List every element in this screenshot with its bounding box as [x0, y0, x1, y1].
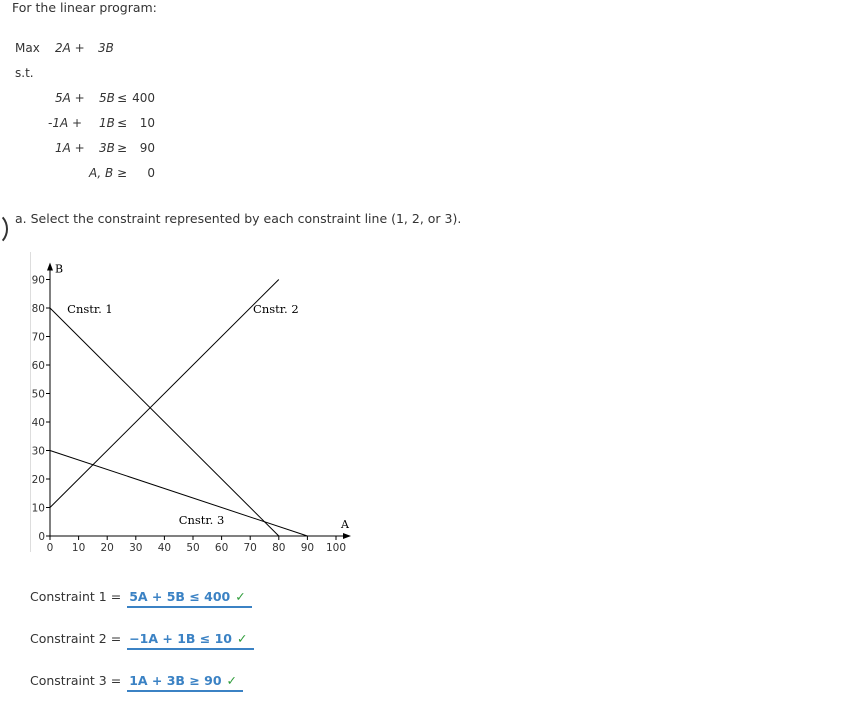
line-annotation: Cnstr. 1: [67, 302, 113, 316]
answer-label: Constraint 3 =: [30, 673, 122, 688]
answer-value: 5A + 5B ≤ 400: [129, 589, 231, 604]
x-tick-label: 20: [100, 542, 114, 554]
answer-value: 1A + 3B ≥ 90: [129, 673, 222, 688]
constraint-chart: [18, 252, 358, 557]
bracket-mark: [0, 212, 8, 246]
y-tick-label: 40: [31, 417, 45, 429]
constraint-rhs: 400: [132, 91, 155, 105]
answer-row-3: [30, 673, 243, 692]
question-text: a. Select the constraint represented by each constraint line (1, 2, or 3).: [15, 211, 462, 226]
answer-select-1[interactable]: [127, 589, 252, 608]
x-tick-label: 60: [214, 542, 229, 554]
y-tick-label: 20: [31, 474, 45, 486]
answer-select-2[interactable]: [127, 631, 253, 650]
x-tick-label: 50: [186, 542, 200, 554]
constraint-op: ≥: [117, 141, 128, 155]
intro-text: For the linear program:: [12, 0, 157, 15]
constraint-b: 3B: [99, 141, 115, 155]
y-axis-arrow: [47, 263, 53, 271]
constraint-rhs: 10: [139, 116, 155, 130]
x-tick-label: 30: [129, 542, 143, 554]
constraint-a: -1A +: [48, 116, 83, 130]
objective-label: Max: [15, 41, 40, 55]
y-tick-label: 60: [31, 360, 45, 372]
nonneg-op: ≥: [117, 166, 128, 180]
line-annotation: Cnstr. 2: [253, 302, 299, 316]
x-tick-label: 80: [272, 542, 286, 554]
check-icon: ✓: [226, 673, 238, 688]
x-axis-arrow: [343, 533, 351, 539]
y-tick-label: 50: [31, 388, 45, 401]
answer-select-3[interactable]: [127, 673, 243, 692]
x-axis-label: A: [341, 518, 349, 531]
constraint-rhs: 90: [139, 141, 155, 155]
constraint-a: 1A +: [55, 141, 85, 155]
constraint-a: 5A +: [55, 91, 85, 105]
answer-label: Constraint 1 =: [30, 589, 122, 604]
answer-row-2: [30, 631, 254, 650]
x-tick-label: 70: [243, 542, 257, 554]
x-tick-label: 0: [46, 542, 54, 554]
constraint-line-1: [50, 308, 279, 536]
y-tick-label: 30: [31, 445, 45, 458]
objective-b: 3B: [98, 41, 114, 55]
answer-row-1: [30, 589, 252, 608]
st-label: s.t.: [15, 66, 34, 80]
answer-value: −1A + 1B ≤ 10: [129, 631, 233, 646]
x-tick-label: 90: [300, 542, 315, 554]
constraint-op: ≤: [117, 116, 128, 130]
x-tick-label: 40: [157, 542, 172, 554]
objective-a: 2A +: [55, 41, 85, 55]
check-icon: ✓: [237, 631, 248, 646]
y-tick-label: 80: [31, 303, 45, 315]
x-tick-label: 10: [71, 542, 86, 554]
constraint-op: ≤: [117, 91, 128, 105]
nonneg-vars: A, B: [89, 166, 114, 180]
y-tick-label: 70: [31, 331, 45, 344]
answer-label: Constraint 2 =: [30, 631, 122, 646]
x-tick-label: 100: [325, 542, 347, 554]
constraint-b: 1B: [99, 116, 115, 130]
constraint-b: 5B: [99, 91, 115, 105]
y-tick-label: 0: [38, 531, 45, 543]
y-axis-label: B: [55, 262, 64, 276]
y-tick-label: 10: [31, 502, 45, 515]
line-annotation: Cnstr. 3: [178, 512, 225, 527]
y-tick-label: 90: [31, 274, 45, 287]
nonneg-rhs: 0: [147, 166, 155, 180]
check-icon: ✓: [235, 589, 246, 604]
